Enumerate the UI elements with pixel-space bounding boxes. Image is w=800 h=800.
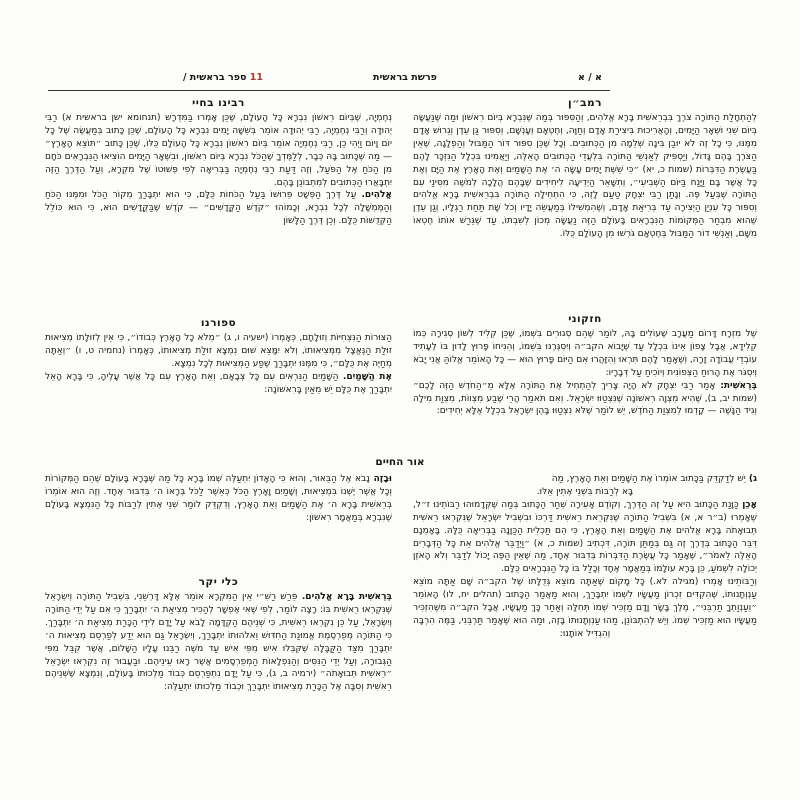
or-hachaim-question-number: ג) <box>745 474 757 484</box>
or-hachaim-continuation-paragraph <box>45 473 392 525</box>
sforno-text <box>45 332 392 454</box>
bottom-left-column <box>45 473 392 795</box>
or-hachaim-answer <box>413 499 757 576</box>
rabbeinu-bachya-paragraph-2-text: עַל דֶּרֶךְ הַפְּשָׁט פֵּרוּשׁוֹ בַּעַל הַכֹּחוֹת כֻּלָּם, כִּי הוּא יִתְבָּרַךְ מְקוֹר הַכֹּל וּמִמֶּנּוּ הַכֹּחַ וְהַמֶּמְשָׁלָה לְכָל נִבְרָא, וְכָמוֹהוּ ״קֹדֶשׁ הַקֳּדָשִׁים״ — קֹדֶשׁ שֶׁבַּקֳּדָשִׁים הוּא, כִּי הוּא כּוֹלֵל הַקְּדֻשּׁוֹת כֻּלָּם. וְכֵן דֶּרֶךְ הַלָּשׁוֹן <box>45 190 392 227</box>
section-sforno <box>45 316 392 454</box>
chizkuni-paragraph-1: שֶׁל מִזְרָח דָּרוֹם מַעֲרָב שֶׁעוֹלִים בָּהּ, לוֹמַר שֶׁהֵם סְגוּרִים בִּשְׁמוֹ, שֶׁכֵּן קְלִיד לְשׁוֹן סְגִירָה כְּמוֹ קְלִידָא, אֲבָל צָפוֹן אֵינוֹ בִּכְלָל עַד שֶׁיָּבוֹא הקב״ה וְיִסְגְּרֶנּוּ בִּשְׁמוֹ, וְהִנִּיחוֹ פָּרוּץ לָדוּן בּוֹ לֶעָתִיד עוֹבְדֵי עֲבוֹדָה זָרָה, וְשֶׁאָמַר לָהֶם תִּרְאוּ וְהִזָּהֲרוּ אִם הַיּוֹם פָּרוּץ הוּא — כָּל הָאוֹמֵר אֱלוֹהַּ אֲנִי יָבֹא וְיִסְגֹּר אֶת הָרוּחַ הַצְּפוֹנִית וְיוֹכִיחַ עַל דְּבָרָיו: <box>413 329 757 378</box>
ramban-heading: רמב״ן <box>568 97 602 109</box>
or-hachaim-question-text: יֵשׁ לְדַקְדֵּק בַּכָּתוּב אוֹמְרוֹ אֶת הַשָּׁמַיִם וְאֵת הָאָרֶץ, מַה <box>551 474 746 484</box>
sforno-heading: ספורנו <box>200 317 237 329</box>
header-parsha-title: פרשת בראשית <box>373 72 437 83</box>
or-hachaim-closing-paragraph: וְרַבּוֹתֵינוּ אָמְרוּ (מגילה לא.) כָּל מָקוֹם שֶׁאַתָּה מוֹצֵא גְּדֻלָּתוֹ שֶׁל הקב״ה שָׁם אַתָּה מוֹצֵא עַנְוְתָנוּתוֹ, שֶׁהִקְדִּים זִכְרוֹן מַעֲשָׂיו לִשְׁמוֹ יִתְבָּרַךְ, וְהוּא מַאֲמַר הַכָּתוּב (תהלים יח, לו) הָאוֹמֵר ״וְעַנְוַתְךָ תַרְבֵּנִי״, מֶלֶךְ בָּשָׂר וָדָם מַזְכִּיר שְׁמוֹ תְּחִלָּה וְאַחַר כָּךְ מַעֲשָׂיו, אֲבָל הקב״ה מִשֶּׁהִזְכִּיר מַעֲשָׂיו הוּא מַזְכִּיר שְׁמוֹ. וְיֵשׁ לְהִתְבּוֹנֵן, מַהוּ עַנְוְתָנוּתוֹ בָּזֶה, וּמַה הוּא שֶׁאָמַר תַּרְבֵּנִי, בַּמֶּה הִרְבָּה וְהִגְדִּיל אוֹתָנוּ: <box>413 577 757 639</box>
or-hachaim-continuation-text: נָבֹא אֶל הַבֵּאוּר, וְהוּא כִּי הָאָדוֹן יִתְעַלֶּה שְׁמוֹ בָּרָא כָּל מַה שֶּׁבָּרָא בָּעוֹלָם שֶׁהֵם הַמְּקוֹרוֹת וְכָל אֲשֶׁר יֶשְׁנוֹ בִּמְצִיאוּת, וְשָׁמַיִם וָאָרֶץ הַכֹּל כְּאֵשֶׁר לַכֹּל בְּרָאוֹ ה׳ בְּדִבּוּר אֶחָד. וְזֶה הוּא אוֹמְרוֹ בְּרֵאשִׁית בָּרָא ה׳ אֶת הַשָּׁמַיִם וְאֵת הָאָרֶץ, וְדִקְדֵּק לוֹמַר שְׁנֵי אֶתִין לְרַבּוֹת כָּל הַנִּמְצָא בָּעוֹלָם שֶׁנִּבְרָא בְּמַאֲמָר רִאשׁוֹן: <box>45 474 392 523</box>
ramban-text <box>413 112 757 312</box>
top-commentary-band <box>0 96 800 454</box>
section-ramban <box>413 96 757 312</box>
rabbeinu-bachya-paragraph-2 <box>45 189 392 228</box>
or-hachaim-answer-lead: אָכֵן <box>738 499 757 510</box>
chizkuni-text <box>413 328 757 454</box>
or-hachaim-question-subline: בָּא לְרַבּוֹת בִּשְׁנֵי אֶתִין אֵלּוּ. <box>536 486 634 497</box>
kli-yakar-paragraph <box>45 591 392 694</box>
chizkuni-heading: חזקוני <box>568 313 602 325</box>
chizkuni-paragraph-2 <box>413 380 757 419</box>
section-chizkuni <box>413 312 757 454</box>
rabbeinu-bachya-dibbur-hamatchil: אֱלֹהִים. <box>356 190 392 201</box>
header-divider-rule <box>48 90 610 91</box>
sforno-paragraph-2-text: הַשָּׁמַיִם הַנִּרְאִים עִם כָּל צְבָאָם, וְאֵת הָאָרֶץ עִם כָּל אֲשֶׁר עָלֶיהָ, כִּי בָּרָא הָאֵל יִתְבָּרַךְ אֶת כֻּלָּם יֵשׁ מֵאַיִן בָּרִאשׁוֹנָה: <box>45 371 392 395</box>
or-hachaim-left-continuation <box>45 473 392 575</box>
kli-yakar-paragraph-text: פֵּרַשׁ רַשִׁ״י אֵין הַמִּקְרָא אוֹמֵר אֶלָּא דָּרְשֵׁנִי, בִּשְׁבִיל הַתּוֹרָה וְיִשְׂרָאֵל שֶׁנִּקְרְאוּ רֵאשִׁית בּוֹ: רָצָה לוֹמַר, לְפִי שֶׁאִי אֶפְשָׁר לְהַכִּיר מְצִיאַת ה׳ יִתְבָּרַךְ כִּי אִם עַל יְדֵי הַתּוֹרָה וְיִשְׂרָאֵל, עַל כֵּן נִקְרְאוּ רֵאשִׁית, כִּי שְׁנֵיהֶם הַקְדָּמָה לָבֹא עַל יָדָם לִידֵי הַכָּרַת מְצִיאַת ה׳ יִתְבָּרַךְ. כִּי הַתּוֹרָה מְפֻרְסֶמֶת אֱמוּנַת הַחִדּוּשׁ וֵאלֹהוּתוֹ יִתְבָּרַךְ, וְיִשְׂרָאֵל גַּם הוּא יֵדַע לְפַרְסֵם מְצִיאוּת ה׳ יִתְבָּרַךְ מִצַּד הַקַּבָּלָה שֶׁקִּבְּלוּ אִישׁ מִפִּי אִישׁ עַד מֹשֶׁה רַבֵּנוּ עָלָיו הַשָּׁלוֹם, אֲשֶׁר קִבֵּל מִפִּי הַגְּבוּרָה, וְעַל יְדֵי הַנִּסִּים וְהַנִּפְלָאוֹת הַמְפֻרְסָמִים אֲשֶׁר רָאוּ עֵינֵיהֶם. וּבַעֲבוּר זֶה נִקְרְאוּ יִשְׂרָאֵל ״רֵאשִׁית תְּבוּאָתֹה״ (ירמיה ב, ג), כִּי עַל יָדָם נִתְפַּרְסֵם כְּבוֹד מַלְכוּתוֹ בָּעוֹלָם, וְנִמְצָא שֶׁשְּׁנֵיהֶם רֵאשִׁית וְסִבָּה אֶל הַכָּרַת מְצִיאוּתוֹ יִתְבָּרַךְ וּכְבוֹד מַלְכוּתוֹ יִתְעַלֶּה: <box>45 592 392 693</box>
rabbeinu-bachya-paragraph-1: נְחֶמְיָה, שֶׁבְּיוֹם רִאשׁוֹן נִבְרָא כָּל הָעוֹלָם, שֶׁכֵּן אָמְרוּ בַּמִּדְרָשׁ (תנחומא ישן בראשית א) רַבִּי יְהוּדָה וְרַבִּי נְחֶמְיָה, רַבִּי יְהוּדָה אוֹמֵר בְּשִׁשָּׁה יָמִים נִבְרָא כָּל הָעוֹלָם, שֶׁכֵּן כָּתוּב בְּמַעֲשֶׂה שֶׁל כָּל יוֹם וָיוֹם וַיְהִי כֵן, רַבִּי נְחֶמְיָה אוֹמֵר בְּיוֹם רִאשׁוֹן נִבְרָא כָּל הָעוֹלָם כֻּלּוֹ, שֶׁכֵּן כָּתוּב ״תּוֹצֵא הָאָרֶץ״ — מַה שֶּׁכָּתוּב בָּהּ כְּבָר, לְלַמֶּדְךָ שֶׁהַכֹּל נִבְרָא בְּיוֹם רִאשׁוֹן, וּבִשְׁאָר הַיָּמִים הוֹצִיאוּ הַנִּבְרָאִים כֹּחָם מִן הַכֹּחַ אֶל הַפֹּעַל, וְזֶה דַּעַת רַבִּי נְחֶמְיָה בַּבְּרִיאָה לְפִי פְּשׁוּטוֹ שֶׁל מִקְרָא, וְעַל הַדֶּרֶךְ הַזֶּה יִתְבָּאֲרוּ הַכְּתוּבִים לְמִתְבּוֹנֵן בָּהֶם. <box>45 113 392 188</box>
or-hachaim-answer-text: כַּוָּנַת הַכָּתוּב הִיא עַל זֶה הַדֶּרֶךְ, וְקוֹדֶם אָעִירָה שְׁחַר הַכָּתוּב בְּמַה שֶּׁקְּדָמוּהוּ רַבּוֹתֵינוּ ז״ל, שֶׁאָמְרוּ (ב״ר א, א) בִּשְׁבִיל הַתּוֹרָה שֶׁנִּקְרֵאת רֵאשִׁית דַּרְכּוֹ וּבִשְׁבִיל יִשְׂרָאֵל שֶׁנִּקְרְאוּ רֵאשִׁית תְּבוּאָתֹה בָּרָא אֱלֹהִים אֶת הַשָּׁמַיִם וְאֵת הָאָרֶץ, כִּי הֵם תַּכְלִית הַכַּוָּנָה בַּבְּרִיאָה כֻּלָּהּ. בָּאָמְנָם דִּבֵּר הַכָּתוּב בְּדֶרֶךְ זֶה גַּם בְּמַתַּן תּוֹרָה, דִּכְתִיב (שמות כ, א) ״וַיְדַבֵּר אֱלֹהִים אֵת כָּל הַדְּבָרִים הָאֵלֶּה לֵאמֹר״, שֶׁאָמַר כָּל עֲשֶׂרֶת הַדִּבְּרוֹת בְּדִבּוּר אֶחָד, מַה שֶּׁאֵין הַפֶּה יָכוֹל לְדַבֵּר וְלֹא הָאֹזֶן יְכוֹלָה לִשְׁמֹעַ, כֵּן בָּרָא עוֹלָמוֹ בְּמַאֲמָר אֶחָד וְכָלַל בּוֹ כָּל הַנִּבְרָאִים כֻּלָּם. <box>413 499 757 575</box>
chizkuni-dibbur-hamatchil: בְּרֵאשִׁית: <box>715 380 757 391</box>
header-page-number: 11 <box>249 72 263 83</box>
kli-yakar-heading: כלי יקר <box>198 576 239 588</box>
header-chapter-verse: א / א <box>578 72 602 83</box>
kli-yakar-text <box>45 591 392 793</box>
or-hachaim-question <box>413 473 757 486</box>
rabbeinu-bachya-text <box>45 112 392 316</box>
or-hachaim-heading: אור החיים <box>375 456 425 468</box>
section-rabbeinu-bachya <box>45 96 392 316</box>
section-kli-yakar <box>45 575 392 793</box>
rabbeinu-bachya-heading: רבינו בחיי <box>192 97 245 109</box>
header-book-name: ספר בראשית / <box>183 72 247 83</box>
or-hachaim-right-column <box>413 473 757 731</box>
right-column <box>413 96 757 454</box>
kli-yakar-dibbur-hamatchil: בְּרֵאשִׁית בָּרָא אֱלֹהִים. <box>297 592 392 602</box>
sforno-paragraph-1: הַצּוּרוֹת הַנִּצְחִיּוֹת וְזוּלָתָם, כְּאָמְרוֹ (ישעיה ו, ג) ״מְלֹא כָל הָאָרֶץ כְּבוֹדוֹ״, כִּי אֵין לְזוּלָתוֹ מְצִיאוּת זוּלַת הַנֶּאֱצָל מִמְּצִיאוּתוֹ, וְלֹא יִמָּצֵא שׁוּם נִמְצָא זוּלַת מְצִיאוּתוֹ, כְּאָמְרוֹ (נחמיה ט, ו) ״וְאַתָּה מְחַיֶּה אֶת כֻּלָּם״, כִּי מִמֶּנּוּ יִתְבָּרַךְ שֶׁפַע הַמְּצִיאוּת לְכָל נִמְצָא. <box>45 333 392 369</box>
bottom-commentary-band <box>0 455 800 795</box>
or-hachaim-continuation-lead: וּבָזֶה <box>369 474 392 484</box>
ramban-paragraph: לְהַתְחָלַת הַתּוֹרָה צֹרֶךְ בִּבְרֵאשִׁית בָּרָא אֱלֹהִים, וְהַסִּפּוּר בְּמַה שֶּׁנִּבְרָא בְּיוֹם רִאשׁוֹן וּמַה שֶּׁנַּעֲשָׂה בְּיוֹם שֵׁנִי וּשְׁאָר הַיָּמִים, וְהָאֲרִיכוּת בִּיצִירַת אָדָם וְחַוָּה, וְחֶטְאָם וְעָנְשָׁם, וְסִפּוּר גַּן עֵדֶן וְגֵרוּשׁ אָדָם מִמֶּנּוּ, כִּי כָל זֶה לֹא יוּבַן בִּינָה שְׁלֵמָה מִן הַכְּתוּבִים. וְכָל שֶׁכֵּן סִפּוּר דּוֹר הַמַּבּוּל וְהַפְלָגָה, שֶׁאֵין הַצֹּרֶךְ בָּהֶם גָּדוֹל, וְיַסְפִּיק לְאַנְשֵׁי הַתּוֹרָה בִּלְעֲדֵי הַכְּתוּבִים הָאֵלֶּה, וְיַאֲמִינוּ בִּכְלָל הַנִּזְכָּר לָהֶם בַּעֲשֶׂרֶת הַדִּבְּרוֹת (שמות כ, יא) ״כִּי שֵׁשֶׁת יָמִים עָשָׂה ה׳ אֶת הַשָּׁמַיִם וְאֶת הָאָרֶץ אֶת הַיָּם וְאֶת כָּל אֲשֶׁר בָּם וַיָּנַח בַּיּוֹם הַשְּׁבִיעִי״, וְתִשָּׁאֵר הַיְדִיעָה לִיחִידִים שֶׁבָּהֶם הֲלָכָה לְמֹשֶׁה מִסִּינַי עִם הַתּוֹרָה שֶׁבְּעַל פֶּה. וְנָתַן רַבִּי יִצְחָק טַעַם לָזֶה, כִּי הִתְחִילָה הַתּוֹרָה בִּבְרֵאשִׁית בָּרָא אֱלֹהִים וְסִפּוּר כָּל עִנְיַן הַיְצִירָה עַד בְּרִיאַת אָדָם, וְשֶׁהִמְשִׁילוֹ בְּמַעֲשֵׂה יָדָיו וְכֹל שָׁת תַּחַת רַגְלָיו, וְגַן עֵדֶן שֶׁהוּא מִבְחַר הַמְּקוֹמוֹת הַנִּבְרָאִים בָּעוֹלָם הַזֶּה נַעֲשָׂה מְכוֹן לְשִׁבְתּוֹ, עַד שֶׁגֵּרַשׁ אוֹתוֹ חֶטְאוֹ מִשָּׁם, וְאַנְשֵׁי דוֹר הַמַּבּוּל בְּחֶטְאָם גֹּרְשׁוּ מִן הָעוֹלָם כֻּלּוֹ. <box>413 113 757 240</box>
left-column <box>45 96 392 454</box>
sforno-paragraph-2 <box>45 371 392 397</box>
chizkuni-paragraph-2-text: אָמַר רַבִּי יִצְחָק לֹא הָיָה צָרִיךְ לְהַתְחִיל אֶת הַתּוֹרָה אֶלָּא מֵ״הַחֹדֶשׁ הַזֶּה לָכֶם״ (שמות יב, ב), שֶׁהִיא מִצְוָה רִאשׁוֹנָה שֶׁנִּצְטַוּוּ יִשְׂרָאֵל. וְאִם תֹּאמַר הֲרֵי שֶׁבַע מִצְווֹת, מִצְוַת מִילָה וְגִיד הַנָּשֶׁה — קָדְמוּ לְמִצְוַת הַחֹדֶשׁ, יֵשׁ לוֹמַר שֶׁלֹּא נִצְטַוּוּ בָּהֶן יִשְׂרָאֵל בִּכְלָל אֶלָּא יְחִידִים: <box>413 380 757 417</box>
header-book-title <box>183 70 263 86</box>
sforno-dibbur-hamatchil: אֶת הַשָּׁמַיִם. <box>338 371 392 382</box>
